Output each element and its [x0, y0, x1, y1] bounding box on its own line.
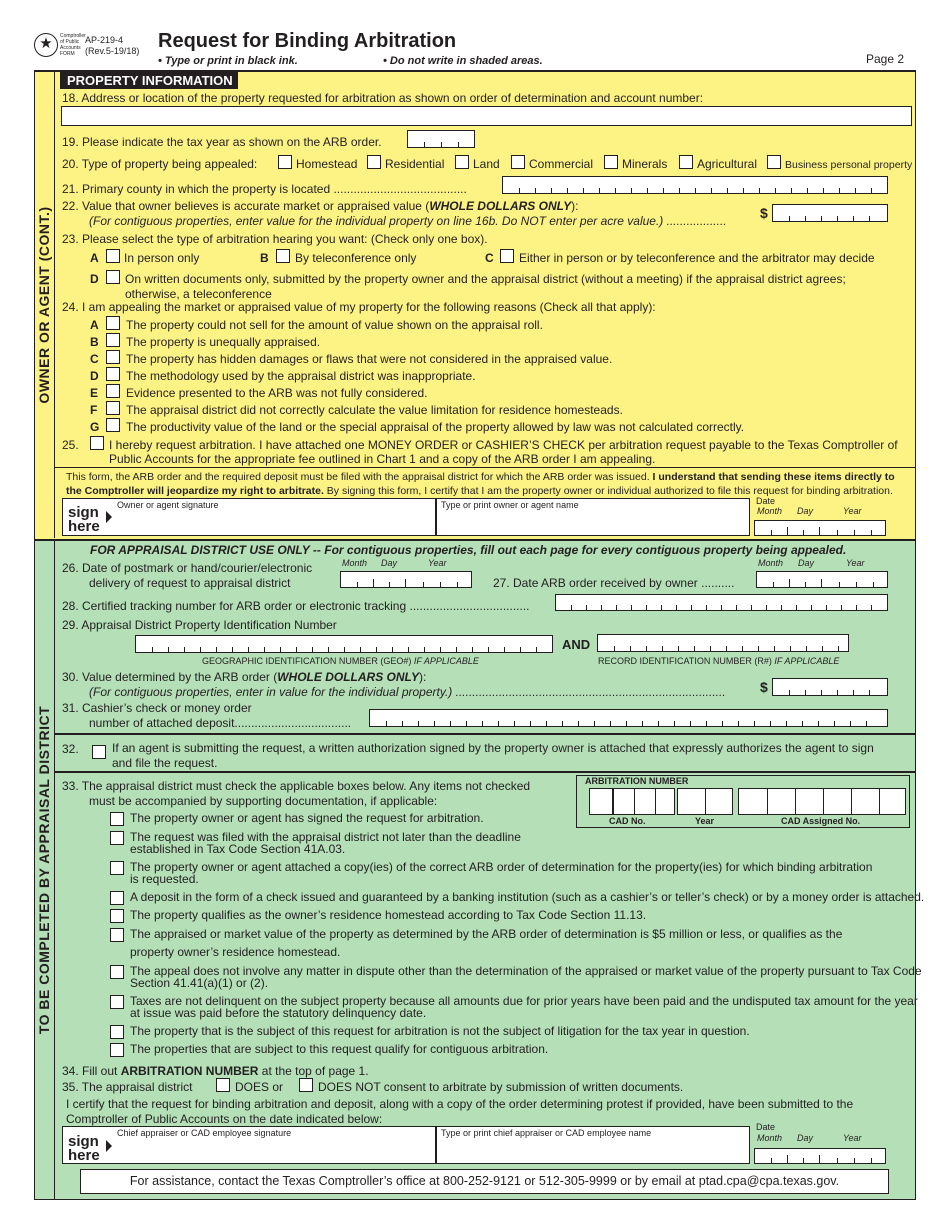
q33-item-checkbox[interactable]	[110, 909, 124, 923]
district-side-label: TO BE COMPLETED BY APPRAISAL DISTRICT	[34, 541, 55, 1199]
business-personal-label: Business personal property	[785, 159, 913, 171]
q24-reason-checkbox[interactable]	[106, 350, 120, 364]
owner-side-label: OWNER OR AGENT (CONT.)	[34, 72, 55, 538]
owner-signature-label: Owner or agent signature	[117, 500, 219, 510]
q29-label: 29. Appraisal District Property Identification Number	[62, 618, 337, 632]
q33-item-checkbox[interactable]	[110, 1043, 124, 1057]
q33-item-label-2: established in Tax Code Section 41A.03.	[130, 842, 346, 856]
q35-label: 35. The appraisal district	[62, 1080, 193, 1094]
cad-signature-label: Chief appraiser or CAD employee signature	[117, 1128, 292, 1138]
q33-item-checkbox[interactable]	[110, 861, 124, 875]
owner-sign-label: sign	[68, 504, 99, 521]
q27-date-input[interactable]	[756, 571, 888, 588]
q32-agent-checkbox[interactable]	[92, 745, 106, 759]
owner-notice-line-1: This form, the ARB order and the required deposit must be filed with the appraisal district for which the ARB order was issued. I understand that sending these items directly to	[66, 471, 895, 483]
q33-label-2: must be accompanied by supporting documentation, if applicable:	[89, 794, 438, 808]
page-number: Page 2	[866, 52, 905, 66]
q24-reason-label: The property has hidden damages or flaws that were not considered in the appraised value.	[126, 352, 613, 366]
q24-reason-label: The appraisal district did not correctly calculate the value limitation for residence homesteads.	[126, 403, 623, 417]
q34-label: 34. Fill out ARBITRATION NUMBER at the top of page 1.	[62, 1064, 369, 1078]
cad-sign-label: sign	[68, 1133, 99, 1150]
q33-item-label-2: property owner’s residence homestead.	[130, 945, 341, 959]
q25-text-2: Public Accounts for the appropriate fee outlined in Chart 1 and a copy of the ARB order I am appealing.	[109, 452, 656, 466]
q26-label: 26. Date of postmark or hand/courier/electronic	[62, 561, 313, 575]
land-label: Land	[473, 157, 500, 171]
q20-label: 20. Type of property being appealed:	[62, 157, 258, 171]
q23-written-label: On written documents only, submitted by the property owner and the appraisal district (without a meeting) if the appraisal district agrees;	[125, 272, 846, 286]
q30-label: 30. Value determined by the ARB order (WHOLE DOLLARS ONLY):	[62, 670, 427, 684]
q33-item-checkbox[interactable]	[110, 891, 124, 905]
owner-date-label: Date	[756, 496, 776, 506]
form-revision: (Rev.5-19/18)	[85, 46, 140, 56]
q33-item-label: The appraised or market value of the property as determined by the ARB order of determination is $5 million or less, or qualifies as the	[130, 927, 843, 941]
page-title: Request for Binding Arbitration	[158, 30, 457, 52]
certify-line-1: I certify that the request for binding arbitration and deposit, along with a copy of the order determining protest if provided, have been submitted to the	[66, 1097, 854, 1111]
q21-label: 21. Primary county in which the property is located ........................................	[62, 182, 467, 196]
q30-note: (For contiguous properties, enter in value for the individual property.) .................................................................................	[89, 685, 726, 699]
q26-year-label: Year	[428, 558, 447, 568]
q26-label-2: delivery of request to appraisal district	[89, 576, 291, 590]
owner-notice-line-2: the Comptroller will jeopardize my right to arbitrate. By signing this form, I certify that I am the property owner or individual authorized to file this request for binding arbitration.	[66, 485, 893, 497]
arb-cad-caption: CAD No.	[609, 816, 646, 826]
q23-letter-a: A	[90, 251, 99, 265]
q32-text-2: and file the request.	[112, 756, 218, 770]
q28-label: 28. Certified tracking number for ARB order or electronic tracking ....................................	[62, 599, 530, 613]
q22-label: 22. Value that owner believes is accurate market or appraised value (WHOLE DOLLARS ONLY):	[62, 199, 579, 213]
q33-item-label: The request was filed with the appraisal district not later than the deadline	[130, 830, 521, 844]
cad-day-label: Day	[797, 1133, 814, 1143]
q24-reason-label: The property is unequally appraised.	[126, 335, 321, 349]
agricultural-label: Agricultural	[697, 157, 758, 171]
cad-name-label: Type or print chief appraiser or CAD employee name	[441, 1128, 652, 1138]
q33-item-checkbox[interactable]	[110, 965, 124, 979]
q24-reason-label: Evidence presented to the ARB was not fully considered.	[126, 386, 428, 400]
q23-in-person-checkbox[interactable]	[106, 249, 120, 263]
q28-tracking-input[interactable]	[555, 594, 888, 611]
q24-reason-label: The methodology used by the appraisal district was inappropriate.	[126, 369, 476, 383]
arbitration-number-title: ARBITRATION NUMBER	[585, 776, 689, 786]
instruction-shaded: • Do not write in shaded areas.	[383, 55, 543, 67]
q30-dollar: $	[760, 679, 768, 695]
q19-label: 19. Please indicate the tax year as shown on the ARB order.	[62, 135, 382, 149]
cad-here-label: here	[68, 1147, 100, 1164]
q24-reason-label: The property could not sell for the amount of value shown on the appraisal roll.	[126, 318, 543, 332]
q24-letter: C	[90, 352, 99, 366]
arb-year-caption: Year	[695, 816, 715, 826]
q35-does-label: DOES or	[235, 1080, 284, 1094]
q33-label: 33. The appraisal district must check the applicable boxes below. Any items not checked	[62, 779, 531, 793]
agricultural-checkbox[interactable]	[679, 155, 693, 169]
q24-letter: G	[90, 420, 100, 434]
q24-label: 24. I am appealing the market or appraised value of my property for the following reasons (Check all that apply):	[62, 300, 656, 314]
owner-month-label: Month	[757, 506, 783, 516]
district-heading: FOR APPRAISAL DISTRICT USE ONLY -- For contiguous properties, fill out each page for every contiguous property being appealed.	[90, 543, 847, 557]
q22-value-input[interactable]	[772, 204, 888, 222]
q26-date-input[interactable]	[340, 571, 472, 588]
q18-address-input[interactable]	[61, 106, 912, 126]
homestead-checkbox[interactable]	[278, 155, 292, 169]
comptroller-seal: ★	[34, 33, 58, 57]
q29-and-label: AND	[562, 637, 591, 652]
assistance-box	[80, 1169, 889, 1194]
q24-letter: A	[90, 318, 99, 332]
q35-does-not-label: DOES NOT consent to arbitrate by submission of written documents.	[318, 1080, 684, 1094]
district-top-rule	[34, 539, 916, 541]
minerals-checkbox[interactable]	[604, 155, 618, 169]
owner-notice-rule	[55, 467, 916, 468]
q23-label: 23. Please select the type of arbitration hearing you want: (Check only one box).	[62, 232, 488, 246]
q25-text: I hereby request arbitration. I have attached one MONEY ORDER or CASHIER’S CHECK per arbitration request payable to the Texas Comptroller of	[109, 438, 898, 452]
q29-geo-id-input[interactable]	[135, 635, 553, 653]
land-checkbox[interactable]	[455, 155, 469, 169]
cad-year-label: Year	[843, 1133, 862, 1143]
q24-reason-checkbox[interactable]	[106, 384, 120, 398]
q23-either-label: Either in person or by teleconference and the arbitrator may decide	[519, 251, 875, 265]
q35-does-checkbox[interactable]	[216, 1078, 230, 1092]
q27-day-label: Day	[798, 558, 815, 568]
q24-letter: D	[90, 369, 99, 383]
q18-label: 18. Address or location of the property requested for arbitration as shown on order of determination and account number:	[62, 91, 704, 105]
q23-in-person-label: In person only	[124, 251, 200, 265]
q33-item-label: The appeal does not involve any matter in dispute other than the determination of the appraised or market value of the property pursuant to Tax Code	[130, 964, 922, 978]
residential-label: Residential	[385, 157, 445, 171]
rule-above-q32	[55, 733, 916, 735]
q24-reason-label: The productivity value of the land or the special appraisal of the property allowed by law was not calculated correctly.	[126, 420, 745, 434]
q27-month-label: Month	[758, 558, 784, 568]
q23-either-checkbox[interactable]	[500, 249, 514, 263]
q29-record-id-input[interactable]	[597, 634, 849, 652]
cad-date-label: Date	[756, 1122, 776, 1132]
q24-reason-checkbox[interactable]	[106, 418, 120, 432]
certify-line-2: Comptroller of Public Accounts on the date indicated below:	[66, 1112, 383, 1126]
q33-item-label-2: Section 41.41(a)(1) or (2).	[130, 976, 269, 990]
q33-item-label: A deposit in the form of a check issued and guaranteed by a banking institution (such as a cashier’s or teller’s check) or by a money order is attached.	[130, 890, 925, 904]
commercial-label: Commercial	[529, 157, 594, 171]
rule-below-q32	[55, 771, 916, 773]
q33-item-label-2: is requested.	[130, 872, 199, 886]
arb-assigned-cells[interactable]	[738, 788, 906, 815]
q27-year-label: Year	[846, 558, 865, 568]
q22-note: (For contiguous properties, enter value for the individual property on line 16b. Do NOT enter per acre value.) ..................	[89, 214, 727, 228]
q33-item-label: The property qualifies as the owner’s residence homestead according to Tax Code Section 11.13.	[130, 908, 647, 922]
owner-name-label: Type or print owner or agent name	[441, 500, 579, 510]
q24-letter: B	[90, 335, 99, 349]
q31-label-2: number of attached deposit...................................	[89, 716, 352, 730]
q35-does-not-checkbox[interactable]	[299, 1078, 313, 1092]
q21-county-input[interactable]	[502, 176, 888, 194]
q19-tax-year-input[interactable]	[407, 130, 475, 148]
q33-item-label: The property owner or agent attached a copy(ies) of the correct ARB order of determination for the property(ies) for which binding arbitration	[130, 860, 873, 874]
q33-item-checkbox[interactable]	[110, 928, 124, 942]
q33-item-label: The properties that are subject to this request qualify for contiguous arbitration.	[130, 1042, 549, 1056]
arb-cad-prefix-cell[interactable]	[589, 788, 613, 815]
q23-letter-b: B	[260, 251, 269, 265]
q30-value-input[interactable]	[772, 678, 888, 696]
q24-reason-checkbox[interactable]	[106, 367, 120, 381]
q27-label: 27. Date ARB order received by owner ..........	[493, 576, 735, 590]
minerals-label: Minerals	[622, 157, 668, 171]
q23-letter-d: D	[90, 272, 99, 286]
q25-number: 25.	[62, 438, 79, 452]
instruction-ink: • Type or print in black ink.	[158, 55, 298, 67]
q33-item-label: Taxes are not delinquent on the subject property because all amounts due for prior years have been paid and the undisputed tax amount for the year	[130, 994, 918, 1008]
record-id-caption: RECORD IDENTIFICATION NUMBER (R#) IF APPLICABLE	[598, 656, 840, 666]
q23-teleconference-label: By teleconference only	[295, 251, 417, 265]
q31-label: 31. Cashier’s check or money order	[62, 701, 252, 715]
q33-item-checkbox[interactable]	[110, 1025, 124, 1039]
property-info-heading: PROPERTY INFORMATION	[60, 72, 238, 89]
business-personal-checkbox[interactable]	[767, 155, 781, 169]
seal-text: Comptroller of Public Accounts FORM	[60, 33, 86, 57]
owner-date-input[interactable]	[754, 520, 886, 536]
q32-text: If an agent is submitting the request, a written authorization signed by the property owner is attached that expressly authorizes the agent to sign	[112, 741, 874, 755]
arb-cad-cells[interactable]	[613, 788, 675, 815]
arb-assigned-caption: CAD Assigned No.	[781, 816, 861, 826]
owner-year-label: Year	[843, 506, 862, 516]
q23-written-checkbox[interactable]	[106, 270, 120, 284]
residential-checkbox[interactable]	[367, 155, 381, 169]
q22-dollar-sign: $	[760, 205, 768, 221]
q33-item-checkbox[interactable]	[110, 995, 124, 1009]
commercial-checkbox[interactable]	[511, 155, 525, 169]
q25-request-checkbox[interactable]	[90, 436, 104, 450]
q24-letter: E	[90, 386, 99, 400]
q33-item-checkbox[interactable]	[110, 812, 124, 826]
q26-day-label: Day	[381, 558, 398, 568]
q23-written-label-2: otherwise, a teleconference	[125, 287, 272, 301]
arbitration-number-box	[576, 775, 910, 828]
owner-here-label: here	[68, 518, 100, 535]
q33-item-label: The property that is the subject of this request for arbitration is not the subject of litigation for the tax year in question.	[130, 1024, 750, 1038]
homestead-label: Homestead	[296, 157, 358, 171]
cad-sign-arrow	[106, 1140, 112, 1152]
q23-letter-c: C	[485, 251, 494, 265]
assistance-text: For assistance, contact the Texas Comptroller’s office at 800-252-9121 or 512-305-9999 or by email at ptad.cpa@cpa.texas.gov.	[129, 1174, 840, 1188]
q23-teleconference-checkbox[interactable]	[276, 249, 290, 263]
q31-deposit-input[interactable]	[369, 709, 888, 727]
arb-year-cells[interactable]	[677, 788, 733, 815]
q33-item-label-2: at issue was paid before the statutory delinquency date.	[130, 1006, 427, 1020]
q33-item-label: The property owner or agent has signed the request for arbitration.	[130, 811, 484, 825]
q24-reason-checkbox[interactable]	[106, 316, 120, 330]
form-number: AP-219-4	[85, 35, 124, 45]
owner-sign-arrow	[106, 511, 112, 523]
q33-item-checkbox[interactable]	[110, 831, 124, 845]
owner-day-label: Day	[797, 506, 814, 516]
cad-month-label: Month	[757, 1133, 783, 1143]
q24-letter: F	[90, 403, 98, 417]
q32-number: 32.	[62, 742, 79, 756]
q26-month-label: Month	[342, 558, 368, 568]
cad-date-input[interactable]	[754, 1148, 886, 1164]
geo-id-caption: GEOGRAPHIC IDENTIFICATION NUMBER (GEO#) IF APPLICABLE	[202, 656, 479, 666]
q24-reason-checkbox[interactable]	[106, 333, 120, 347]
q24-reason-checkbox[interactable]	[106, 401, 120, 415]
